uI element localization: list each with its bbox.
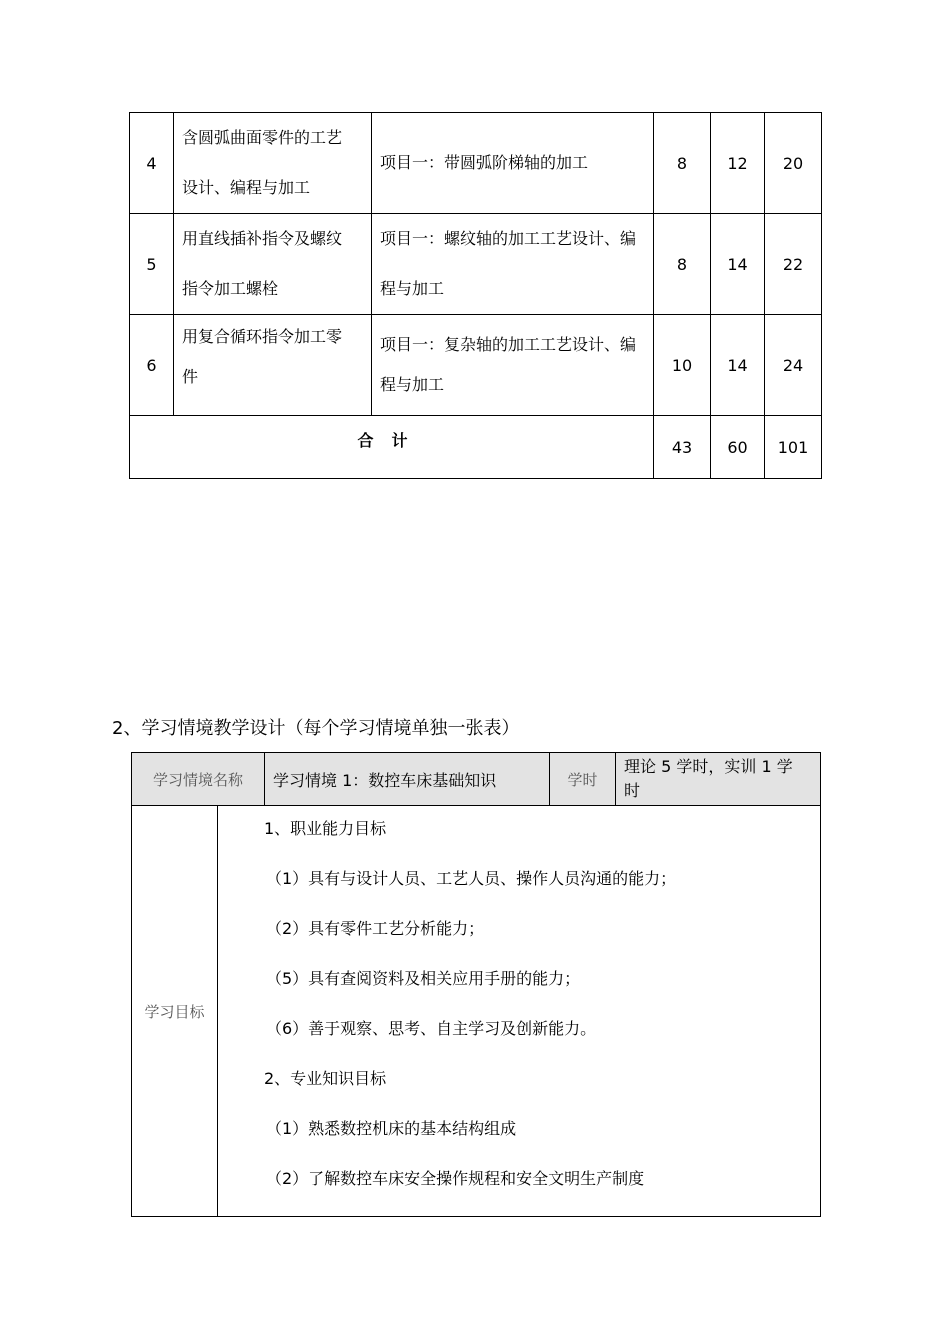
total-hours-sum: 101: [765, 416, 822, 479]
header-row: [132, 753, 821, 806]
total-hours: 20: [765, 113, 822, 214]
goals-cell: [218, 806, 821, 1217]
learning-situation-table: [131, 752, 821, 1217]
goal-heading: 1、职业能力目标: [264, 819, 387, 838]
project-cell: 项目一：复杂轴的加工工艺设计、编 程与加工: [372, 315, 654, 416]
theory-hours: 10: [654, 315, 711, 416]
hours-label: 学时: [550, 753, 616, 806]
situation-name-label: 学习情境名称: [132, 753, 265, 806]
situation-name-value: 学习情境 1：数控车床基础知识: [265, 753, 550, 806]
table-row: [130, 113, 822, 214]
row-number: 5: [130, 214, 174, 315]
total-hours: 24: [765, 315, 822, 416]
goal-item: （1）具有与设计人员、工艺人员、操作人员沟通的能力；: [266, 869, 677, 888]
goal-heading: 2、专业知识目标: [264, 1069, 387, 1088]
total-row: [130, 416, 822, 479]
table-row: [130, 315, 822, 416]
theory-hours: 8: [654, 214, 711, 315]
table-row: [130, 214, 822, 315]
project-cell: 项目一：带圆弧阶梯轴的加工: [372, 113, 654, 214]
goal-item: （2）具有零件工艺分析能力；: [266, 919, 485, 938]
row-number: 4: [130, 113, 174, 214]
goal-item: （2）了解数控车床安全操作规程和安全文明生产制度: [266, 1169, 645, 1188]
project-cell: 项目一：螺纹轴的加工工艺设计、编 程与加工: [372, 214, 654, 315]
goal-item: （6）善于观察、思考、自主学习及创新能力。: [266, 1019, 597, 1038]
row-number: 6: [130, 315, 174, 416]
total-hours: 22: [765, 214, 822, 315]
practice-hours: 14: [711, 214, 765, 315]
section-heading: 2、学习情境教学设计（每个学习情境单独一张表）: [112, 718, 520, 739]
goals-row: [132, 806, 821, 1217]
goal-item: （1）熟悉数控机床的基本结构组成: [266, 1119, 517, 1138]
goal-item: （5）具有查阅资料及相关应用手册的能力；: [266, 969, 581, 988]
topic-cell: 含圆弧曲面零件的工艺 设计、编程与加工: [174, 113, 372, 214]
goals-label: 学习目标: [132, 806, 218, 1217]
topic-cell: 用复合循环指令加工零 件: [174, 315, 372, 416]
total-theory: 43: [654, 416, 711, 479]
hours-value: 理论 5 学时，实训 1 学 时: [616, 753, 821, 806]
practice-hours: 14: [711, 315, 765, 416]
topic-cell: 用直线插补指令及螺纹 指令加工螺栓: [174, 214, 372, 315]
total-practice: 60: [711, 416, 765, 479]
total-label: 合计: [130, 416, 654, 479]
theory-hours: 8: [654, 113, 711, 214]
practice-hours: 12: [711, 113, 765, 214]
course-hours-table: [129, 112, 822, 479]
